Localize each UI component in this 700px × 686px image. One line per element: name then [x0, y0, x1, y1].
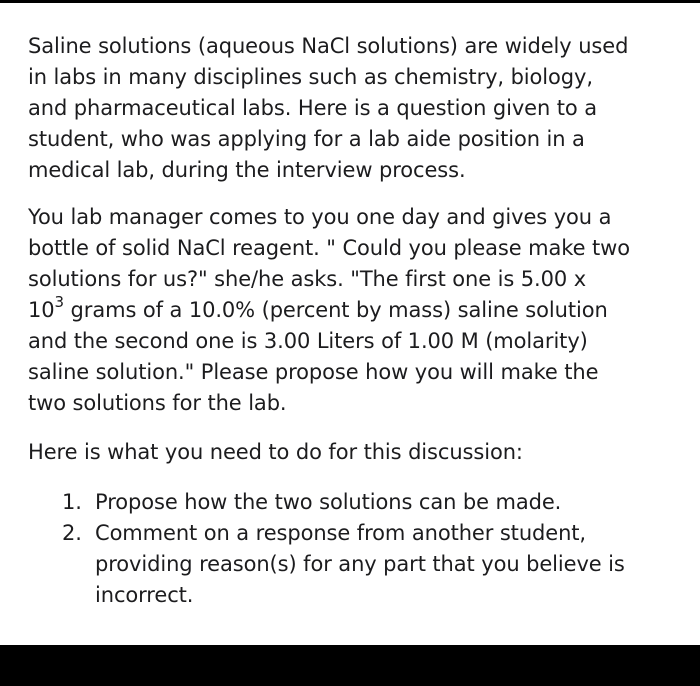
text-line: saline solution." Please propose how you will make the	[28, 360, 599, 384]
text-line-with-exponent	[28, 295, 678, 326]
text-line: solutions for us?" she/he asks. "The first one is 5.00 x	[28, 267, 587, 291]
text-line: bottle of solid NaCl reagent. " Could you please make two	[28, 236, 630, 260]
text-line: Propose how the two solutions can be made.	[95, 490, 562, 514]
text-line: and the second one is 3.00 Liters of 1.00 M (molarity)	[28, 329, 588, 353]
text-line: Saline solutions (aqueous NaCl solutions) are widely used	[28, 34, 629, 58]
text-line: providing reason(s) for any part that you believe is	[95, 552, 625, 576]
instructions-heading: Here is what you need to do for this discussion:	[28, 440, 523, 464]
text-line: incorrect.	[95, 583, 194, 607]
exponent-base: 10	[28, 298, 55, 322]
text-line: and pharmaceutical labs. Here is a question given to a	[28, 96, 597, 120]
text-line: Comment on a response from another student,	[95, 521, 586, 545]
list-item	[28, 518, 678, 611]
intro-paragraph	[28, 31, 678, 186]
text-line: in labs in many disciplines such as chemistry, biology,	[28, 65, 593, 89]
list-number: 1.	[62, 490, 82, 514]
scenario-paragraph	[28, 202, 678, 419]
text-line: student, who was applying for a lab aide position in a	[28, 127, 585, 151]
text-line: You lab manager comes to you one day and gives you a	[28, 205, 612, 229]
list-item	[28, 487, 678, 518]
text-line: two solutions for the lab.	[28, 391, 287, 415]
bottom-border	[0, 645, 700, 686]
top-border	[0, 0, 700, 3]
exponent: 3	[54, 293, 64, 311]
list-number: 2.	[62, 521, 82, 545]
text-segment: grams of a 10.0% (percent by mass) saline solution	[63, 298, 608, 322]
question-text	[28, 31, 678, 611]
text-line: medical lab, during the interview process.	[28, 158, 466, 182]
task-list	[28, 487, 678, 611]
